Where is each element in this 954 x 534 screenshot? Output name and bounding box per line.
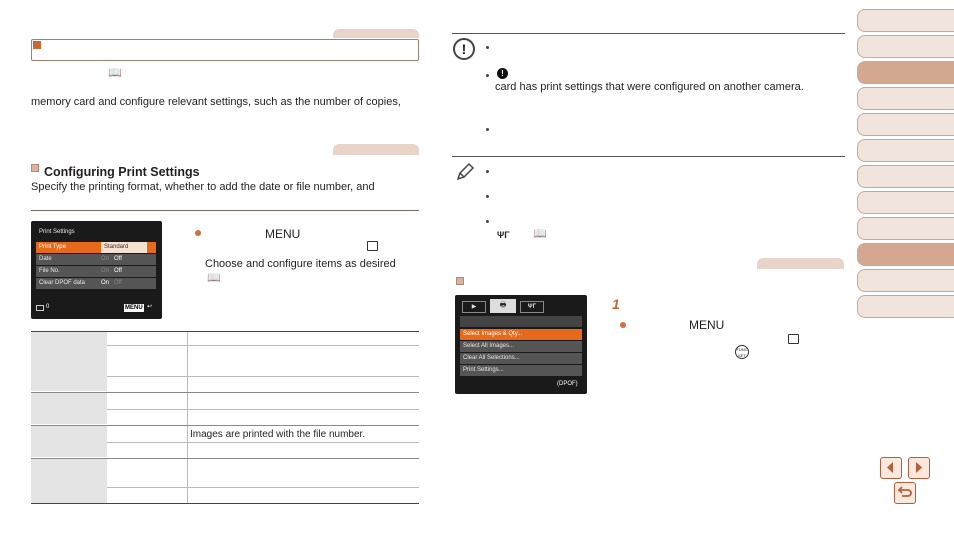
intro-text: memory card and configure relevant settings, such as the number of copies, (31, 96, 401, 108)
chevron-left-icon (881, 458, 900, 477)
section-tab-right (757, 258, 844, 269)
clear-off: Off (114, 280, 122, 286)
menu-back: MENU (125, 305, 143, 311)
table-rule-c (31, 392, 419, 393)
print-tab-icon (367, 241, 378, 251)
section-tab-top (333, 29, 419, 38)
caution-bullet-1 (486, 46, 489, 49)
date-off: Off (114, 256, 122, 262)
menu-word: MENU (265, 227, 301, 241)
note-bullet-2 (486, 195, 489, 198)
title-marker-icon (33, 41, 41, 49)
row-select-images-qty[interactable]: Select Images & Qty... (460, 329, 582, 340)
step-book-ref[interactable]: 📖 (207, 272, 221, 284)
table-cat-3 (31, 426, 107, 457)
caution-top-rule (452, 33, 845, 34)
prev-page-button[interactable] (880, 457, 902, 479)
print-settings-screen (31, 221, 162, 319)
table-cat-2 (31, 393, 107, 424)
row-label: File No. (39, 268, 60, 274)
table-rule-h (107, 487, 419, 488)
nav-tab-1[interactable] (857, 9, 954, 32)
row-file-no[interactable] (36, 266, 156, 277)
print-tab-icon-right (788, 334, 799, 344)
table-rule-f (107, 442, 419, 443)
table-rule-e (31, 425, 419, 426)
nav-tab-2[interactable] (857, 35, 954, 58)
caution-bullet-2 (486, 74, 489, 77)
table-desc-file-number: Images are printed with the file number. (190, 429, 366, 440)
row-label: Print Type (39, 244, 66, 250)
section-title: Configuring Print Settings (44, 165, 200, 179)
return-arrow-icon (895, 483, 914, 502)
table-rule-b (107, 376, 419, 377)
note-bullet-3 (486, 220, 489, 223)
note-bullet-1 (486, 170, 489, 173)
nav-tab-5[interactable] (857, 113, 954, 136)
row-date[interactable] (36, 254, 156, 265)
section-tab-mid (333, 144, 419, 155)
row-clear-dpof[interactable] (36, 278, 156, 289)
table-rule-g (31, 458, 419, 459)
nav-tab-8[interactable] (857, 191, 954, 214)
back-button[interactable] (894, 482, 916, 504)
tab-setup[interactable]: ΨΓ (520, 301, 544, 313)
dpof-footer: (DPOF) (557, 381, 578, 387)
nav-tab-3[interactable] (857, 61, 954, 84)
setup-tab-icon: ΨΓ (497, 230, 510, 240)
nav-tab-9[interactable] (857, 217, 954, 240)
table-rule-a (107, 345, 419, 346)
step-right-bullet-icon (620, 322, 626, 328)
nav-tab-6[interactable] (857, 139, 954, 162)
table-cat-4 (31, 459, 107, 503)
pencil-icon (455, 162, 475, 182)
nav-tab-11[interactable] (857, 269, 954, 292)
next-page-button[interactable] (908, 457, 930, 479)
nav-tab-7[interactable] (857, 165, 954, 188)
subsection-marker-icon (456, 277, 464, 285)
tab-playback[interactable]: ▶ (462, 301, 486, 313)
table-rule-d (107, 409, 419, 410)
nav-tab-12[interactable] (857, 295, 954, 318)
step-text: Choose and configure items as desired (205, 258, 396, 270)
print-count-icon (36, 305, 44, 311)
divider (31, 210, 419, 211)
print-type-value: Standard (101, 242, 147, 253)
intro-book-ref[interactable]: 📖 (108, 67, 122, 79)
table-cat-1 (31, 332, 107, 391)
caution-bullet-3 (486, 128, 489, 131)
row-label: Clear DPOF data (39, 280, 86, 286)
row-select-all[interactable]: Select All Images... (460, 341, 582, 352)
clear-on: On (101, 280, 110, 286)
row-print-disabled (460, 316, 582, 327)
step-bullet-icon (195, 230, 201, 236)
dpof-menu-screen (455, 295, 587, 394)
caution-inline-icon: ! (497, 68, 508, 79)
date-on: On (101, 256, 110, 262)
table-col-sep (187, 332, 188, 503)
note-book-ref[interactable]: 📖 (533, 228, 547, 240)
row-print-settings[interactable]: Print Settings... (460, 365, 582, 376)
caution-text: card has print settings that were configured on another camera. (495, 81, 804, 93)
tab-print[interactable]: 🖶 (490, 299, 516, 313)
caution-icon: ! (453, 38, 475, 60)
nav-tab-10[interactable] (857, 243, 954, 266)
step-menu-word: MENU (689, 318, 725, 332)
chevron-right-icon (909, 458, 928, 477)
print-count: 0 (46, 304, 50, 310)
func-set-icon: FUNC SET (736, 347, 748, 358)
caution-bottom-rule (452, 156, 845, 157)
file-on: On (101, 268, 110, 274)
table-bottom-rule (31, 503, 419, 504)
screen-title: Print Settings (39, 229, 75, 235)
section-text: Specify the printing format, whether to add the date or file number, and (31, 181, 375, 193)
row-clear-all[interactable]: Clear All Selections... (460, 353, 582, 364)
title-bar (31, 39, 419, 61)
back-arrow-icon: ↩ (147, 304, 153, 310)
nav-tab-4[interactable] (857, 87, 954, 110)
section-marker-icon (31, 164, 39, 172)
row-label: Date (39, 256, 52, 262)
file-off: Off (114, 268, 122, 274)
step-number: 1 (612, 296, 620, 312)
